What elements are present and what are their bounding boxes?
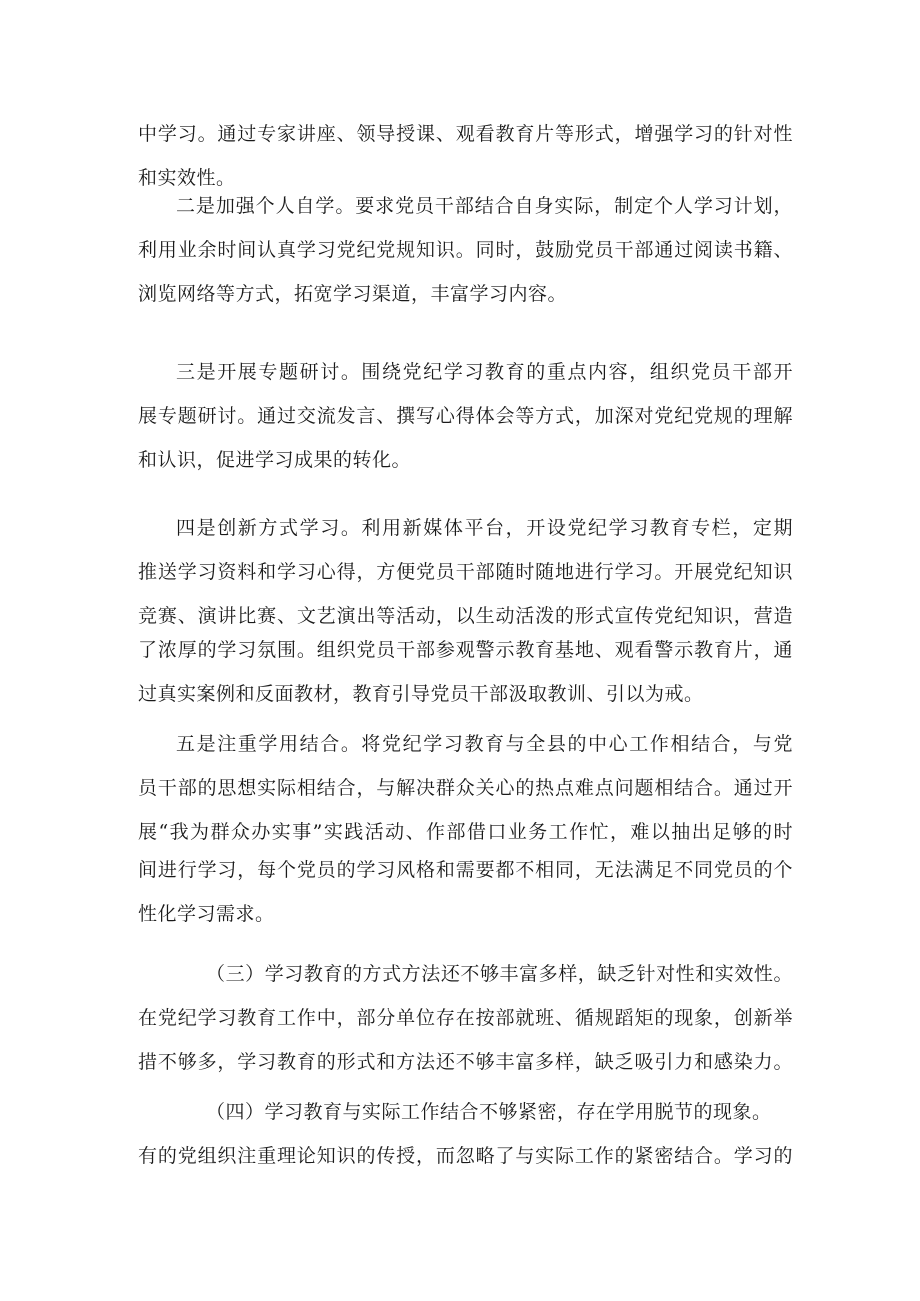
text-line: 竞赛、演讲比赛、文艺演出等活动，以生动活泼的形式宣传党纪知识，营造 [138, 605, 793, 627]
text-line: 间进行学习，每个党员的学习风格和需要都不相同，无法满足不同党员的个 [138, 859, 793, 881]
text-line: 浏览网络等方式，拓宽学习渠道，丰富学习内容。 [138, 283, 568, 305]
text-line: 有的党组织注重理论知识的传授，而忽略了与实际工作的紧密结合。学习的 [138, 1145, 793, 1167]
text-line: 推送学习资料和学习心得，方便党员干部随时随地进行学习。开展党纪知识 [138, 561, 793, 583]
text-line: 措不够多，学习教育的形式和方法还不够丰富多样，缺乏吸引力和感染力。 [138, 1051, 793, 1073]
text-line: 在党纪学习教育工作中，部分单位存在按部就班、循规蹈矩的现象，创新举 [138, 1007, 793, 1029]
section-heading: （四）学习教育与实际工作结合不够紧密，存在学用脱节的现象。 [206, 1101, 772, 1123]
text-line: 和认识，促进学习成果的转化。 [138, 449, 412, 471]
text-line: 性化学习需求。 [138, 903, 275, 925]
text-line: 了浓厚的学习氛围。组织党员干部参观警示教育基地、观看警示教育片，通 [138, 639, 793, 661]
text-line: 中学习。通过专家讲座、领导授课、观看教育片等形式，增强学习的针对性 [138, 123, 793, 145]
paragraph-first-line: 三是开展专题研讨。围绕党纪学习教育的重点内容，组织党员干部开 [176, 361, 793, 383]
paragraph-first-line: 二是加强个人自学。要求党员干部结合自身实际，制定个人学习计划， [176, 195, 793, 217]
paragraph-first-line: 四是创新方式学习。利用新媒体平台，开设党纪学习教育专栏，定期 [176, 517, 793, 539]
section-heading: （三）学习教育的方式方法还不够丰富多样，缺乏针对性和实效性。 [206, 963, 793, 985]
text-line: 员干部的思想实际相结合，与解决群众关心的热点难点问题相结合。通过开 [138, 777, 793, 799]
text-line: 和实效性。 [138, 167, 236, 189]
text-line: 利用业余时间认真学习党纪党规知识。同时，鼓励党员干部通过阅读书籍、 [138, 239, 793, 261]
text-line: 展“我为群众办实事”实践活动、作部借口业务工作忙，难以抽出足够的时 [138, 821, 793, 843]
text-line: 过真实案例和反面教材，教育引导党员干部汲取教训、引以为戒。 [138, 683, 704, 705]
text-line: 展专题研讨。通过交流发言、撰写心得体会等方式，加深对党纪党规的理解 [138, 405, 793, 427]
paragraph-first-line: 五是注重学用结合。将党纪学习教育与全县的中心工作相结合，与党 [176, 733, 793, 755]
